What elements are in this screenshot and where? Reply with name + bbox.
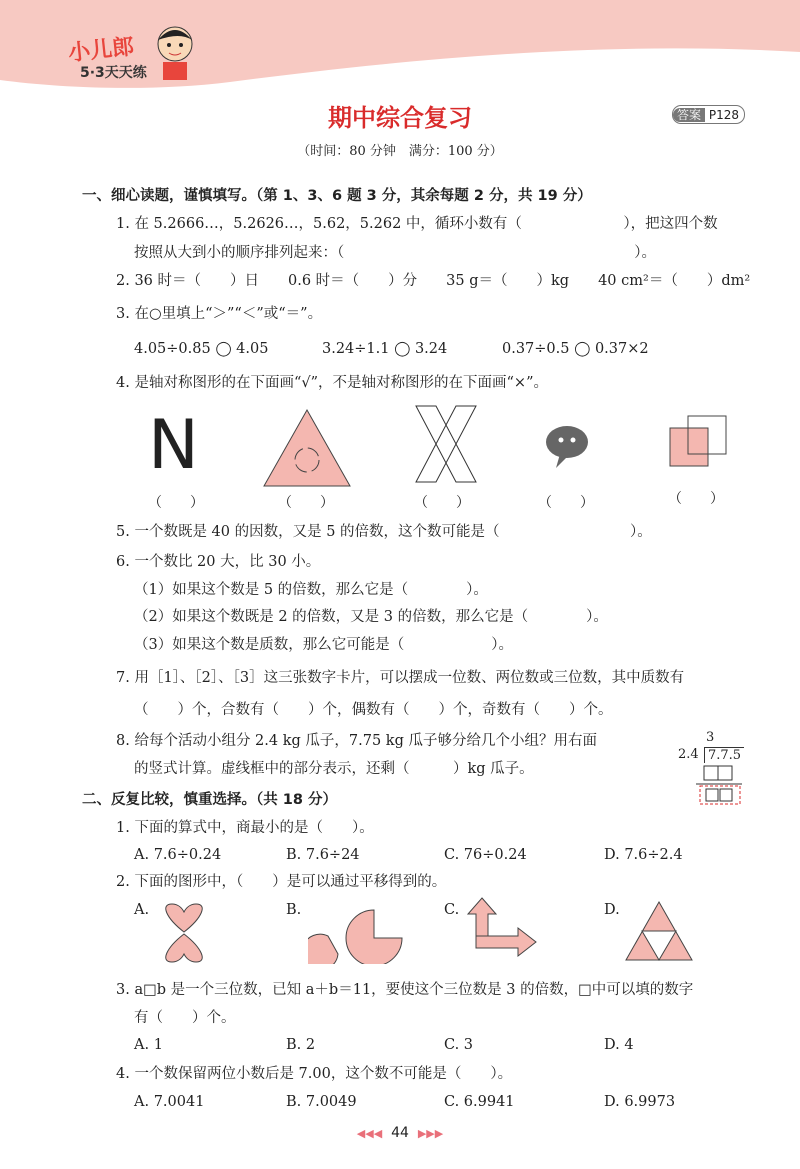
s2-q2-opt-a[interactable]: A. (134, 902, 150, 918)
s2-q1-opt-b[interactable]: B. 7.6÷24 (286, 847, 360, 863)
division-dividend: 7.7.5 (704, 747, 744, 763)
arrows-figure (462, 896, 542, 968)
answer-tag (672, 105, 745, 124)
q5-line: 5. 一个数既是 40 的因数，又是 5 的倍数，这个数可能是（ ）。 (116, 524, 652, 540)
speech-bubble-icon (544, 424, 590, 470)
q4-blank-1[interactable]: （ ） (148, 495, 204, 511)
s2-q4-opt-c[interactable]: C. 6.9941 (444, 1094, 515, 1110)
s2-q3-opt-d[interactable]: D. 4 (604, 1037, 634, 1053)
s2-q1-opt-c[interactable]: C. 76÷0.24 (444, 847, 527, 863)
x-shape-figure (414, 404, 478, 484)
time-line: （时间：80 分钟 满分：100 分） (297, 144, 503, 159)
overlapping-squares-figure (668, 414, 730, 474)
q8-line2: 的竖式计算。虚线框中的部分表示，还剩（ ）kg 瓜子。 (134, 761, 534, 777)
s2-q2-opt-c[interactable]: C. (444, 902, 460, 918)
q3-item-2: 3.24÷1.1 ◯ 3.24 (322, 341, 448, 357)
s2-q2-opt-b[interactable]: B. (286, 902, 302, 918)
answer-page: P128 (708, 108, 739, 122)
q4-blank-2[interactable]: （ ） (278, 495, 334, 511)
triforce-figure (624, 900, 694, 962)
s2-q4-opt-a[interactable]: A. 7.0041 (134, 1094, 205, 1110)
q3-item-3: 0.37÷0.5 ◯ 0.37×2 (502, 341, 649, 357)
division-divisor: 2.4 (678, 747, 699, 762)
mascot-icon (150, 20, 200, 82)
q3-line: 3. 在○里填上“＞”“＜”或“＝”。 (116, 306, 323, 322)
page-title: 期中综合复习 (328, 104, 472, 132)
q4-line: 4. 是轴对称图形的在下面画“√”，不是轴对称图形的在下面画“×”。 (116, 375, 548, 391)
q2-line: 2. 36 时＝（ ）日 0.6 时＝（ ）分 35 g＝（ ）kg 40 cm²＝（ ）dm² (116, 273, 751, 289)
brand-logo: 小儿郎 (67, 34, 136, 67)
q4-blank-3[interactable]: （ ） (414, 495, 470, 511)
q3-item-1: 4.05÷0.85 ◯ 4.05 (134, 341, 269, 357)
s2-q3-line2: 有（ ）个。 (134, 1010, 236, 1026)
s2-q1-opt-a[interactable]: A. 7.6÷0.24 (134, 847, 222, 863)
q8-line1: 8. 给每个活动小组分 2.4 kg 瓜子，7.75 kg 瓜子够分给几个小组？用右面 (116, 733, 597, 749)
s2-q3-opt-b[interactable]: B. 2 (286, 1037, 316, 1053)
section2-heading: 二、反复比较，慎重选择。（共 18 分） (82, 792, 338, 808)
s2-q4-opt-b[interactable]: B. 7.0049 (286, 1094, 357, 1110)
division-quotient: 3 (706, 730, 715, 745)
q4-blank-5[interactable]: （ ） (668, 491, 724, 507)
q1-line1: 1. 在 5.2666…，5.2626…，5.62，5.262 中，循环小数有（ ），把这四个数 (116, 216, 718, 232)
triangle-figure (262, 408, 352, 488)
letter-n: N (148, 406, 199, 485)
division-work-boxes (696, 764, 744, 806)
page-number: 44 (391, 1125, 409, 1141)
hearts-figure (156, 900, 212, 966)
s2-q2-opt-d[interactable]: D. (604, 902, 620, 918)
section1-heading: 一、细心读题，谨慎填写。（第 1、3、6 题 3 分，其余每题 2 分，共 19 分） (82, 188, 592, 204)
q6-sub3: （3）如果这个数是质数，那么它可能是（ ）。 (134, 637, 513, 653)
q7-line2: （ ）个，合数有（ ）个，偶数有（ ）个，奇数有（ ）个。 (134, 702, 613, 718)
answer-label: 答案 (673, 108, 705, 122)
q7-line1: 7. 用［1］、［2］、［3］这三张数字卡片，可以摆成一位数、两位数或三位数，其中质数有 (116, 670, 685, 686)
s2-q1-line: 1. 下面的算式中，商最小的是（ ）。 (116, 820, 374, 836)
next-arrows-icon: ▶▶▶ (417, 1127, 444, 1140)
s2-q3-opt-c[interactable]: C. 3 (444, 1037, 474, 1053)
q6-sub2: （2）如果这个数既是 2 的倍数，又是 3 的倍数，那么它是（ ）。 (134, 609, 608, 625)
q4-blank-4[interactable]: （ ） (538, 495, 594, 511)
s2-q1-opt-d[interactable]: D. 7.6÷2.4 (604, 847, 683, 863)
brand-subtitle: 5·3天天练 (80, 65, 147, 81)
s2-q4-line: 4. 一个数保留两位小数后是 7.00，这个数不可能是（ ）。 (116, 1066, 513, 1082)
q1-line2: 按照从大到小的顺序排列起来：（ ）。 (134, 245, 656, 261)
q6-sub1: （1）如果这个数是 5 的倍数，那么它是（ ）。 (134, 582, 488, 598)
s2-q3-line1: 3. a□b 是一个三位数，已知 a＋b＝11，要使这个三位数是 3 的倍数，□中可以填的数字 (116, 982, 694, 998)
s2-q3-opt-a[interactable]: A. 1 (134, 1037, 163, 1053)
page-footer (0, 1125, 800, 1141)
s2-q2-line: 2. 下面的图形中，（ ）是可以通过平移得到的。 (116, 874, 447, 890)
q6-line: 6. 一个数比 20 大，比 30 小。 (116, 554, 321, 570)
prev-arrows-icon: ◀◀◀ (356, 1127, 383, 1140)
s2-q4-opt-d[interactable]: D. 6.9973 (604, 1094, 676, 1110)
pacman-shapes-figure (308, 904, 408, 964)
